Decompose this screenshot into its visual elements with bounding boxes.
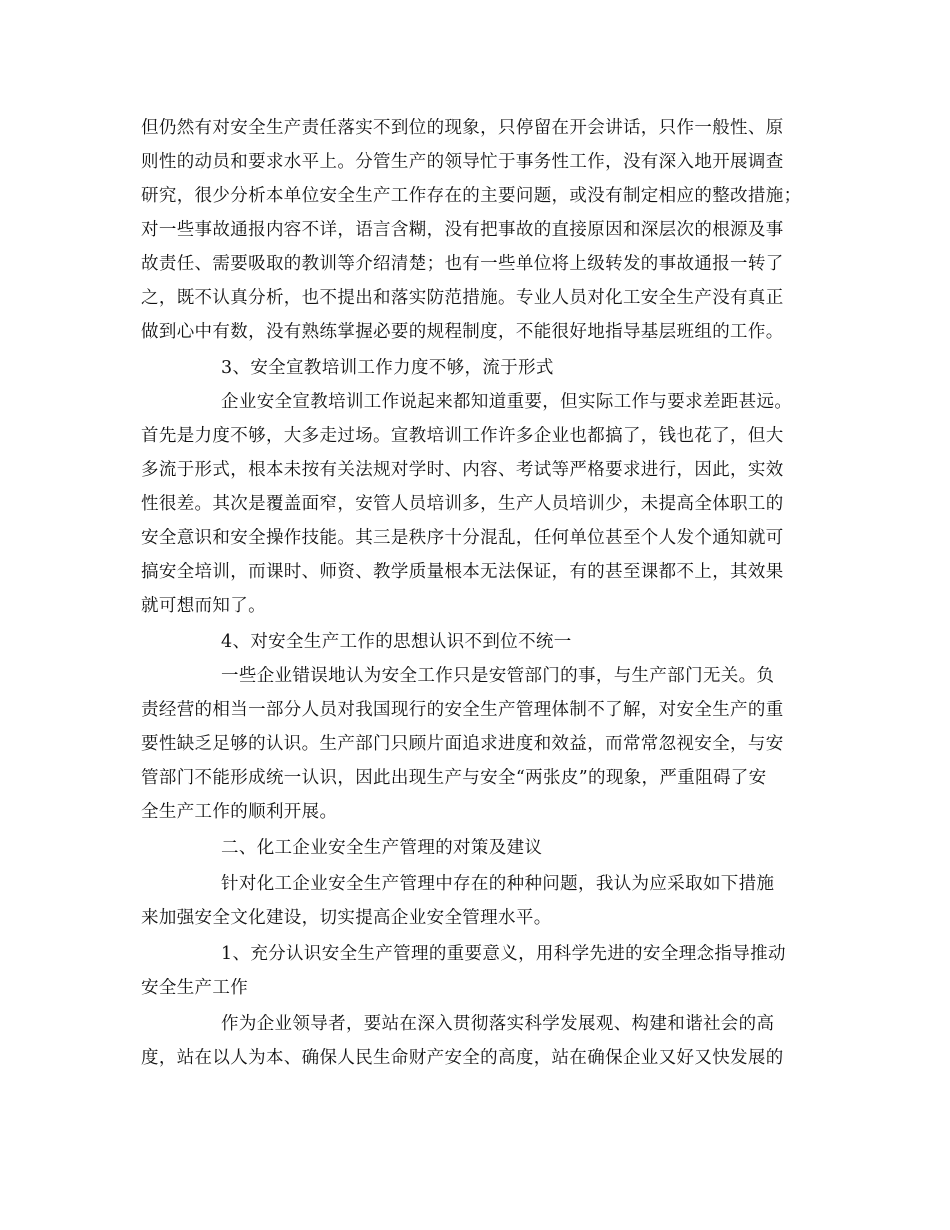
section-heading: 1、充分认识安全生产管理的重要意义，用科学先进的安全理念指导推动 <box>221 944 786 964</box>
body-text-line: 就可想而知了。 <box>141 596 266 616</box>
body-text-line: 管部门不能形成统一认识，因此出现生产与安全“两张皮”的现象，严重阻碍了安 <box>141 768 767 788</box>
body-text-line: 要性缺乏足够的认识。生产部门只顾片面追求进度和效益，而常常忽视安全，与安 <box>141 734 784 754</box>
body-text-line: 责经营的相当一部分人员对我国现行的安全生产管理体制不了解，对安全生产的重 <box>141 700 784 720</box>
body-text-line: 多流于形式，根本未按有关法规对学时、内容、考试等严格要求进行，因此，实效 <box>141 460 784 480</box>
body-text-line: 研究，很少分析本单位安全生产工作存在的主要问题，或没有制定相应的整改措施； <box>141 186 802 206</box>
section-heading: 4、对安全生产工作的思想认识不到位不统一 <box>221 632 572 652</box>
body-text-line: 故责任、需要吸取的教训等介绍清楚；也有一些单位将上级转发的事故通报一转了 <box>141 254 784 274</box>
body-text-line: 安全意识和安全操作技能。其三是秩序十分混乱，任何单位甚至个人发个通知就可 <box>141 528 784 548</box>
body-text-line: 性很差。其次是覆盖面窄，安管人员培训多，生产人员培训少，未提高全体职工的 <box>141 494 784 514</box>
paragraph-first-line: 企业安全宣教培训工作说起来都知道重要，但实际工作与要求差距甚远。 <box>221 392 793 412</box>
body-text-line: 对一些事故通报内容不详，语言含糊，没有把事故的直接原因和深层次的根源及事 <box>141 220 784 240</box>
body-text-line: 首先是力度不够，大多走过场。宣教培训工作许多企业也都搞了，钱也花了，但大 <box>141 426 784 446</box>
body-text-line: 来加强安全文化建设，切实提高企业安全管理水平。 <box>141 908 552 928</box>
section-heading: 3、安全宣教培训工作力度不够，流于形式 <box>221 358 554 378</box>
section-heading-continuation: 安全生产工作 <box>141 978 249 998</box>
body-text-line: 搞安全培训，而课时、师资、教学质量根本无法保证，有的甚至课都不上，其效果 <box>141 562 784 582</box>
paragraph-first-line: 针对化工企业安全生产管理中存在的种种问题，我认为应采取如下措施 <box>221 874 775 894</box>
body-text-line: 做到心中有数，没有熟练掌握必要的规程制度，不能很好地指导基层班组的工作。 <box>141 322 784 342</box>
body-text-line: 之，既不认真分析，也不提出和落实防范措施。专业人员对化工安全生产没有真正 <box>141 288 784 308</box>
body-text-line: 全生产工作的顺利开展。 <box>141 802 338 822</box>
paragraph-first-line: 作为企业领导者，要站在深入贯彻落实科学发展观、构建和谐社会的高 <box>221 1014 775 1034</box>
body-text-line: 度，站在以人为本、确保人民生命财产安全的高度，站在确保企业又好又快发展的 <box>141 1048 784 1068</box>
body-text-line: 则性的动员和要求水平上。分管生产的领导忙于事务性工作，没有深入地开展调查 <box>141 152 784 172</box>
paragraph-first-line: 一些企业错误地认为安全工作只是安管部门的事，与生产部门无关。负 <box>221 666 775 686</box>
body-text-line: 但仍然有对安全生产责任落实不到位的现象，只停留在开会讲话，只作一般性、原 <box>141 118 784 138</box>
section-heading: 二、化工企业安全生产管理的对策及建议 <box>221 838 543 858</box>
